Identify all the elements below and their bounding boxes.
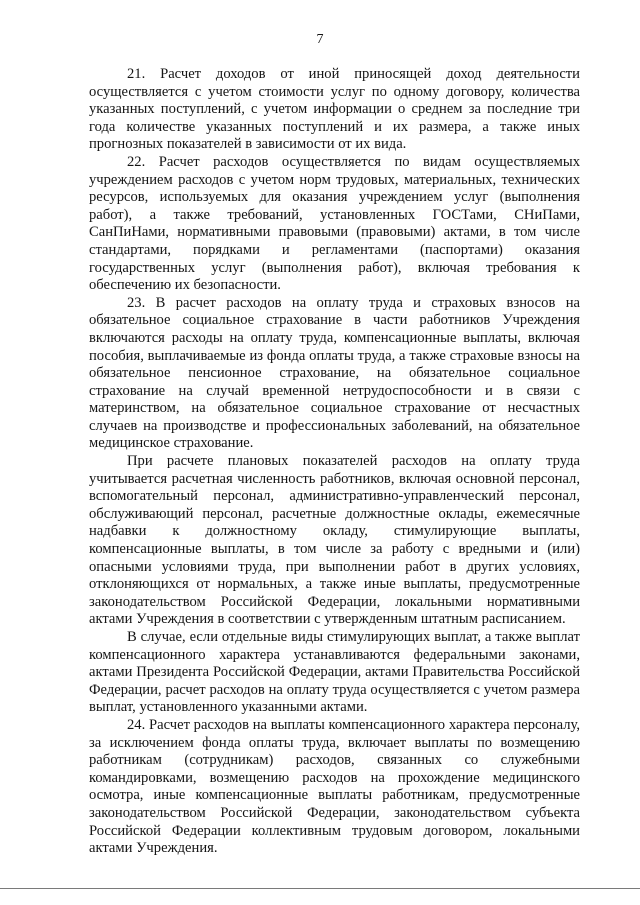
page-number: 7 [316,32,324,47]
paragraph-23-planning: При расчете плановых показателей расходов на оплату труда учитывается расчетная численность работников, включая основной персонал, вспомогательный персонал, административно-управленческий персонал, обслуживающий персонал, расчетные должностные оклады, ежемесячные надбавки к должностному окладу, стимулирующие выплаты, компенсационные выплаты, в том числе за работу с вредными и (или) опасными условиями труда, при выполнении работ в других условиях, отклоняющихся от нормальных, а также иные выплаты, предусмотренные законодательством Российской Федерации, локальными нормативными актами Учреждения в соответствии с утвержденным штатным расписанием. [89,453,580,628]
document-body [89,66,580,858]
paragraph-24: 24. Расчет расходов на выплаты компенсационного характера персоналу, за исключением фонда оплаты труда, включает выплаты по возмещению работникам (сотрудникам) расходов, связанных со служебными командировками, возмещению расходов на прохождение медицинского осмотра, иные компенсационные выплаты работникам, предусмотренные законодательством Российской Федерации, законодательством субъекта Российской Федерации коллективным трудовым договором, локальными актами Учреждения. [89,716,580,857]
paragraph-22: 22. Расчет расходов осуществляется по видам осуществляемых учреждением расходов с учетом норм трудовых, материальных, технических ресурсов, используемых для оказания учреждением услуг (выполнения работ), а также требований, установленных ГОСТами, СНиПами, СанПиНами, нормативными правовыми (правовыми) актами, в том числе стандартами, порядками и регламентами (паспортами) оказания государственных услуг (выполнения работ), включая требования к обеспечению их безопасности. [89,153,580,294]
paragraph-23-federal-acts: В случае, если отдельные виды стимулирующих выплат, а также выплат компенсационного характера устанавливаются федеральными законами, актами Президента Российской Федерации, актами Правительства Российской Федерации, расчет расходов на оплату труда осуществляется с учетом размера выплат, установленного указанными актами. [89,629,580,716]
paragraph-23: 23. В расчет расходов на оплату труда и страховых взносов на обязательное социальное страхование в части работников Учреждения включаются расходы на оплату труда, компенсационные выплаты, включая пособия, выплачиваемые из фонда оплаты труда, а также страховые взносы на обязательное пенсионное страхование, на обязательное социальное страхование на случай временной нетрудоспособности и в связи с материнством, на обязательное социальное страхование от несчастных случаев на производстве и профессиональных заболеваний, на обязательное медицинское страхование. [89,294,580,452]
page-bottom-divider [0,888,640,889]
paragraph-21: 21. Расчет доходов от иной приносящей доход деятельности осуществляется с учетом стоимости услуг по одному договору, количества указанных поступлений, с учетом информации о среднем за последние три года количестве указанных поступлений и их размера, а также иных прогнозных показателей в зависимости от их вида. [89,66,580,153]
